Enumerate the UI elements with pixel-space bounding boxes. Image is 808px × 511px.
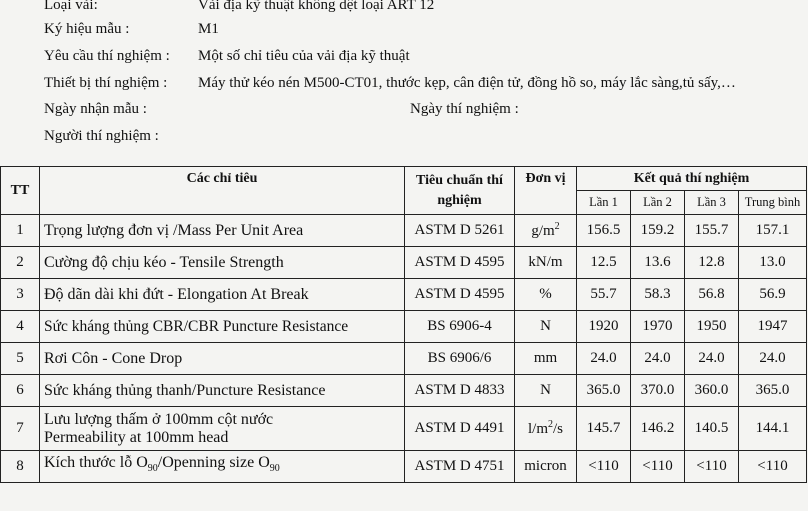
unit-base: g/m <box>531 223 555 239</box>
info-label-equipment: Thiết bị thí nghiệm : <box>44 75 168 91</box>
criteria-line-2: Permeability at 100mm head <box>44 428 229 446</box>
row-criteria: Rơi Côn - Cone Drop <box>40 343 405 375</box>
row-unit: mm <box>515 343 577 375</box>
row-run-3: <110 <box>685 451 739 483</box>
row-run-3: 24.0 <box>685 343 739 375</box>
row-run-2: 24.0 <box>631 343 685 375</box>
header-criteria: Các chỉ tiêu <box>40 167 405 215</box>
row-unit: % <box>515 279 577 311</box>
row-unit: micron <box>515 451 577 483</box>
info-value-requirement: Một số chỉ tiêu của vải địa kỹ thuật <box>198 48 410 64</box>
row-unit <box>515 407 577 451</box>
row-run-3: 140.5 <box>685 407 739 451</box>
row-standard: BS 6906/6 <box>405 343 515 375</box>
row-tt: 3 <box>1 279 40 311</box>
criteria-part-a: Kích thước lỗ O <box>44 454 148 472</box>
row-standard: ASTM D 4751 <box>405 451 515 483</box>
header-standard <box>405 167 515 215</box>
header-results: Kết quả thí nghiệm <box>577 167 807 191</box>
row-standard: ASTM D 4491 <box>405 407 515 451</box>
row-tt: 5 <box>1 343 40 375</box>
unit-base: l/m <box>527 421 548 437</box>
row-run-1: 365.0 <box>577 375 631 407</box>
row-criteria: Sức kháng thủng thanh/Puncture Resistance <box>40 375 405 407</box>
unit-tail: /s <box>553 421 564 437</box>
row-unit <box>515 215 577 247</box>
header-run-3: Lần 3 <box>685 191 739 215</box>
row-run-2: 146.2 <box>631 407 685 451</box>
header-run-1: Lần 1 <box>577 191 631 215</box>
info-value-fabric: Vải địa kỹ thuật không dệt loại ART 12 <box>198 0 435 13</box>
row-criteria <box>40 407 405 451</box>
criteria-subscript-1: 90 <box>147 463 158 475</box>
row-run-1: 24.0 <box>577 343 631 375</box>
row-run-2: <110 <box>631 451 685 483</box>
row-run-1: 156.5 <box>577 215 631 247</box>
row-unit: N <box>515 375 577 407</box>
header-average: Trung bình <box>739 191 807 215</box>
row-tt: 4 <box>1 311 40 343</box>
row-run-1: <110 <box>577 451 631 483</box>
row-run-3: 56.8 <box>685 279 739 311</box>
row-standard: ASTM D 4595 <box>405 279 515 311</box>
row-run-3: 1950 <box>685 311 739 343</box>
row-average: 56.9 <box>739 279 807 311</box>
results-table <box>0 166 807 483</box>
row-average: 144.1 <box>739 407 807 451</box>
row-average: 365.0 <box>739 375 807 407</box>
table-row <box>1 215 807 247</box>
row-average: <110 <box>739 451 807 483</box>
row-run-2: 1970 <box>631 311 685 343</box>
row-run-3: 12.8 <box>685 247 739 279</box>
row-criteria <box>40 451 405 483</box>
row-unit: N <box>515 311 577 343</box>
row-run-1: 145.7 <box>577 407 631 451</box>
info-label-test-date: Ngày thí nghiệm : <box>410 101 519 117</box>
info-label-fabric: Loại vải: <box>44 0 98 13</box>
row-average: 13.0 <box>739 247 807 279</box>
row-tt: 7 <box>1 407 40 451</box>
criteria-line-1: Lưu lượng thấm ở 100mm cột nước <box>44 410 274 428</box>
row-tt: 6 <box>1 375 40 407</box>
row-criteria: Trọng lượng đơn vị /Mass Per Unit Area <box>40 215 405 247</box>
info-label-tester: Người thí nghiệm : <box>44 128 159 144</box>
row-run-1: 55.7 <box>577 279 631 311</box>
row-run-3: 155.7 <box>685 215 739 247</box>
criteria-part-b: /Openning size O <box>157 454 270 472</box>
row-criteria: Sức kháng thủng CBR/CBR Puncture Resistance <box>40 311 405 343</box>
row-tt: 8 <box>1 451 40 483</box>
unit-exponent: 2 <box>548 419 553 430</box>
header-unit: Đơn vị <box>515 167 577 215</box>
row-tt: 1 <box>1 215 40 247</box>
table-row <box>1 311 807 343</box>
row-criteria: Độ dãn dài khi đứt - Elongation At Break <box>40 279 405 311</box>
row-tt: 2 <box>1 247 40 279</box>
info-label-received-date: Ngày nhận mẫu : <box>44 101 147 117</box>
row-criteria: Cường độ chịu kéo - Tensile Strength <box>40 247 405 279</box>
row-standard: ASTM D 4595 <box>405 247 515 279</box>
table-row <box>1 343 807 375</box>
row-run-2: 159.2 <box>631 215 685 247</box>
row-unit: kN/m <box>515 247 577 279</box>
row-average: 157.1 <box>739 215 807 247</box>
table-row <box>1 451 807 483</box>
row-average: 1947 <box>739 311 807 343</box>
row-run-2: 370.0 <box>631 375 685 407</box>
header-standard-text: Tiêu chuẩn thí nghiệm <box>416 172 503 208</box>
row-standard: ASTM D 4833 <box>405 375 515 407</box>
row-run-2: 13.6 <box>631 247 685 279</box>
table-row <box>1 247 807 279</box>
row-standard: BS 6906-4 <box>405 311 515 343</box>
row-standard: ASTM D 5261 <box>405 215 515 247</box>
info-label-requirement: Yêu cầu thí nghiệm : <box>44 48 170 64</box>
row-average: 24.0 <box>739 343 807 375</box>
table-row <box>1 375 807 407</box>
info-value-sample-code: M1 <box>198 21 219 37</box>
row-run-3: 360.0 <box>685 375 739 407</box>
table-row <box>1 407 807 451</box>
criteria-subscript-2: 90 <box>269 463 280 475</box>
info-value-equipment: Máy thử kéo nén M500-CT01, thước kẹp, cân điện tử, đồng hồ so, máy lắc sàng,tủ sấy,… <box>198 75 736 91</box>
row-run-1: 12.5 <box>577 247 631 279</box>
row-run-1: 1920 <box>577 311 631 343</box>
header-run-2: Lần 2 <box>631 191 685 215</box>
header-tt: TT <box>1 167 40 215</box>
info-label-sample-code: Ký hiệu mẫu : <box>44 21 130 37</box>
unit-exponent: 2 <box>554 221 560 232</box>
table-row <box>1 279 807 311</box>
row-run-2: 58.3 <box>631 279 685 311</box>
